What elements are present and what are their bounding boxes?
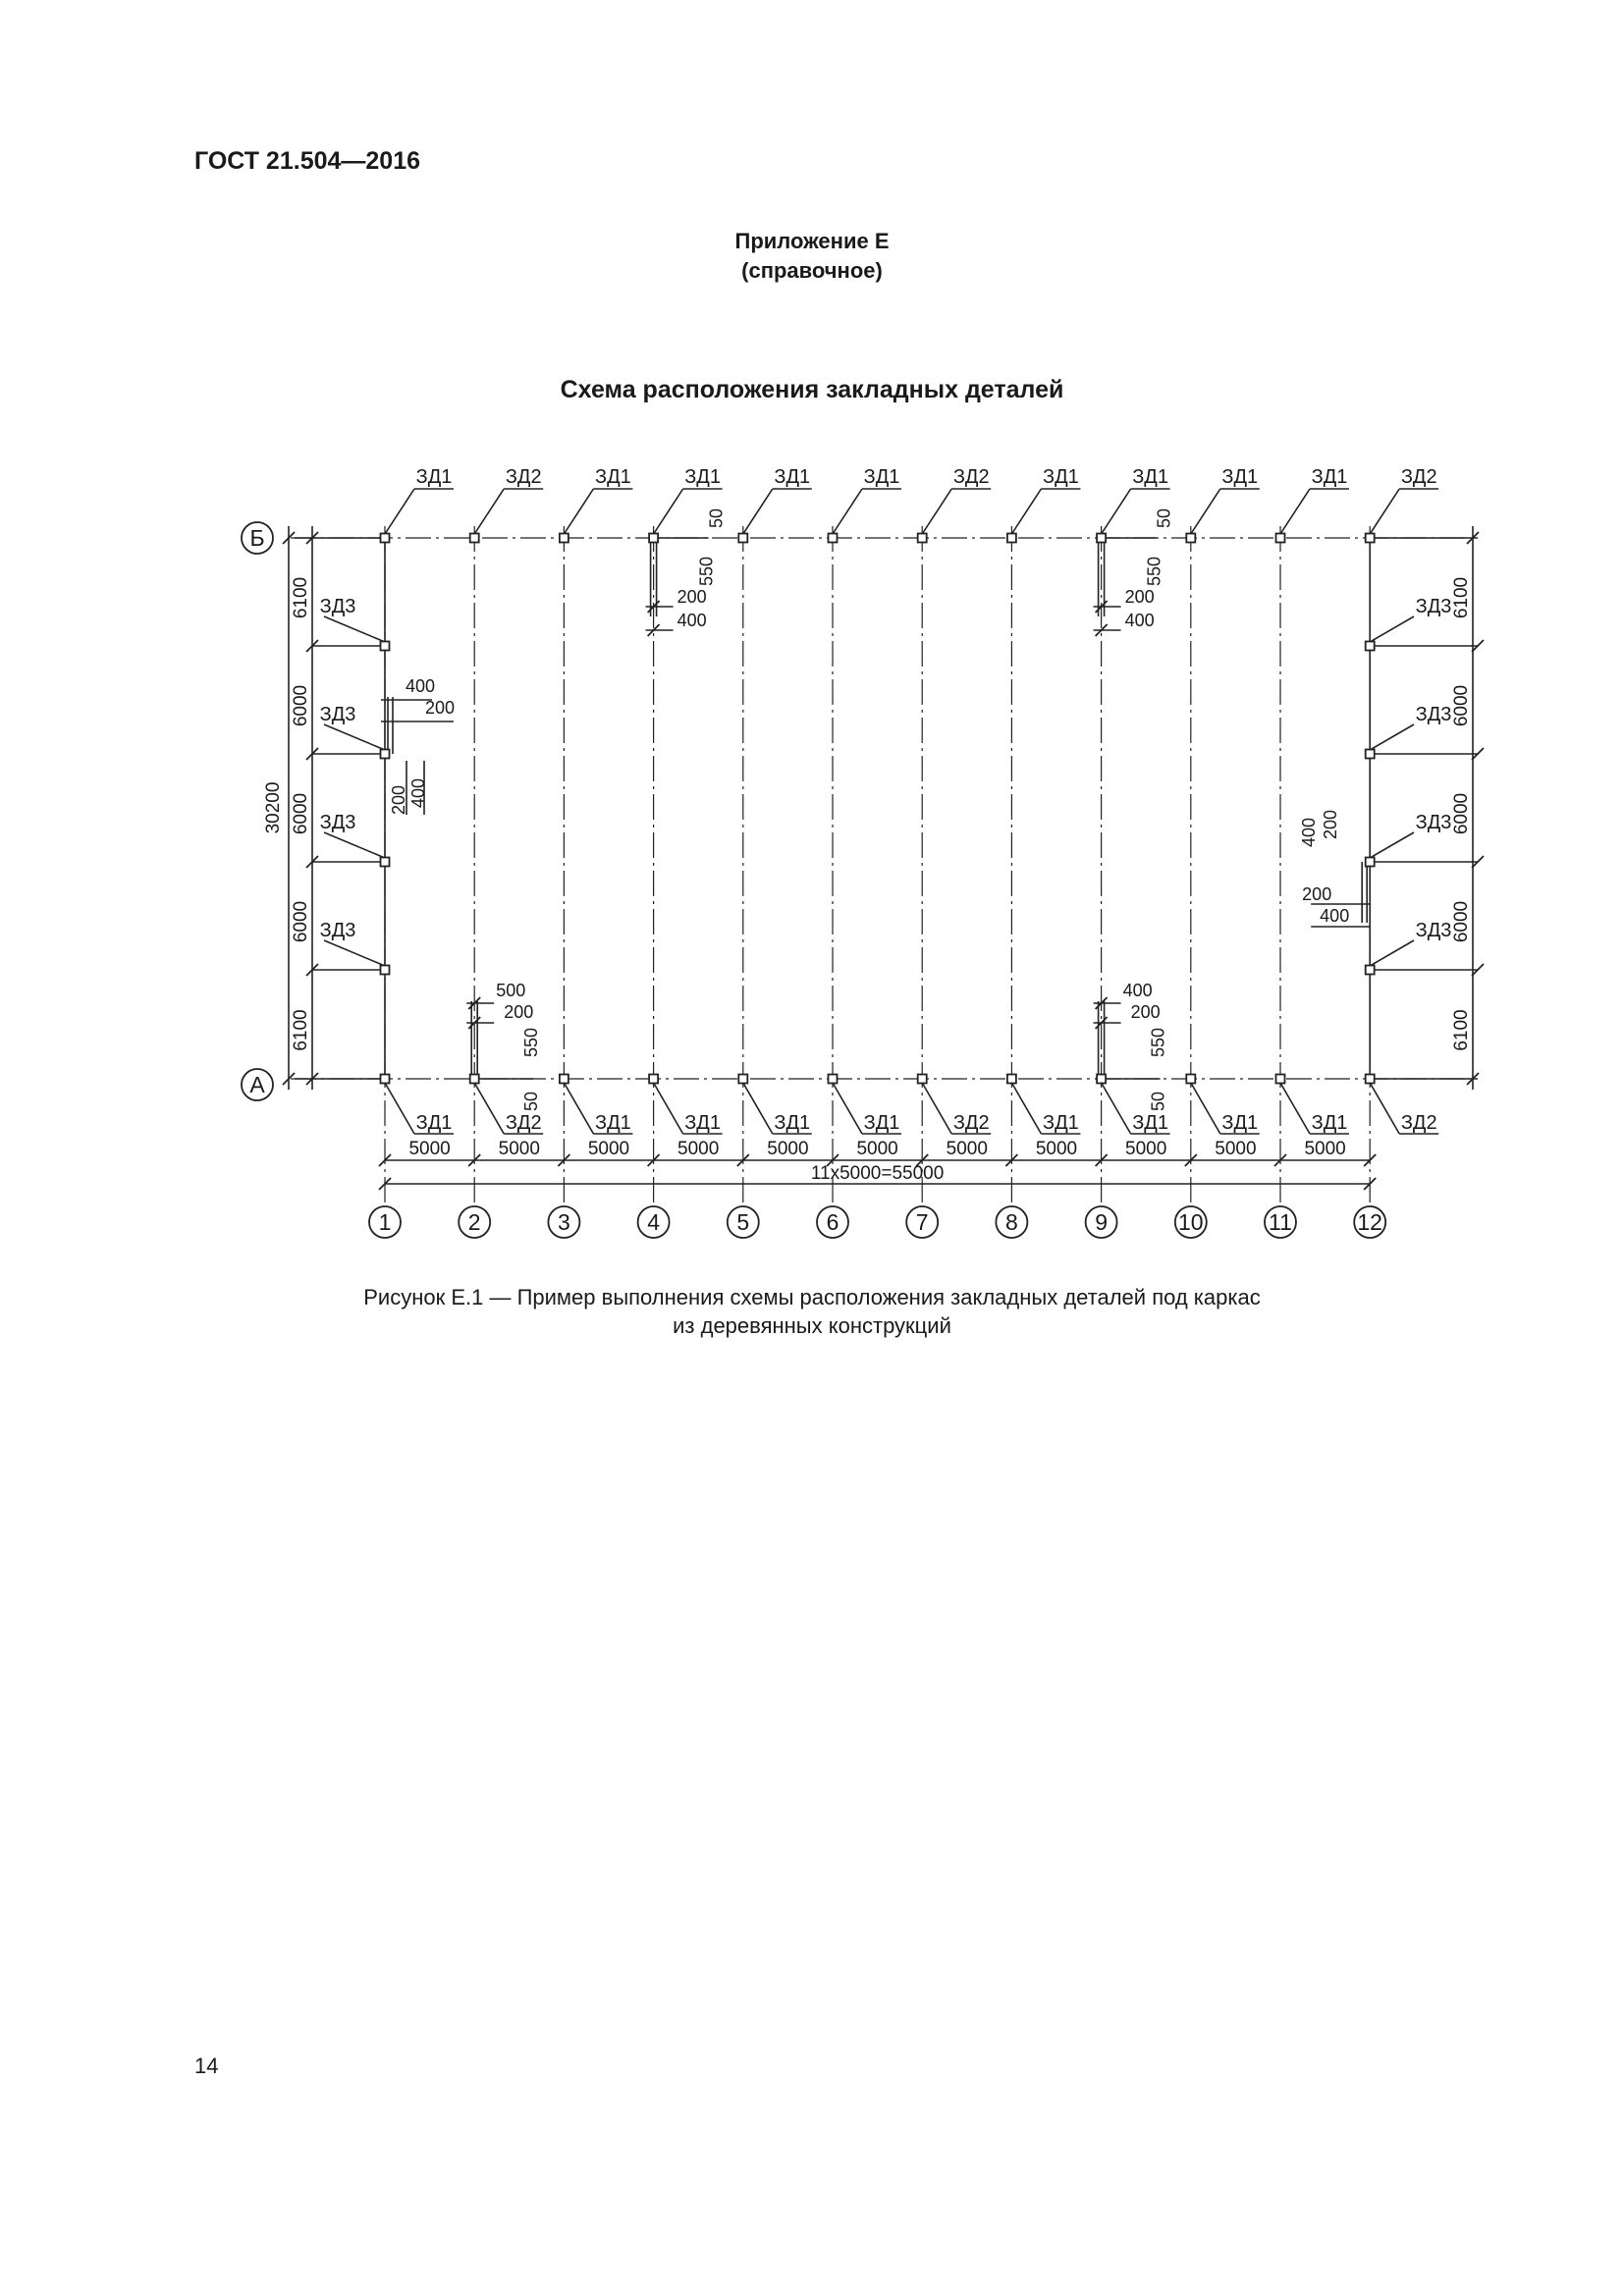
detail-dim-550: 550 [1148, 1027, 1168, 1058]
detail-dim-200-vertical: 200 [389, 784, 408, 816]
right-row-dim-2: 6000 [1451, 684, 1472, 727]
leader-line [385, 489, 414, 534]
detail-dim-50: 50 [1148, 1091, 1168, 1112]
detail-dim-400: 400 [677, 611, 707, 630]
embedded-plate-top-8 [1007, 534, 1016, 543]
embedded-plate-left-3 [381, 858, 390, 867]
leader-line [1370, 724, 1414, 750]
leader-line [1011, 1083, 1041, 1134]
embedded-part-label-bottom-4: ЗД1 [684, 1112, 721, 1134]
leader-line [324, 724, 385, 750]
leader-line [654, 1083, 683, 1134]
embedded-plate-right-2 [1366, 750, 1375, 759]
embedded-plate-bottom-6 [829, 1075, 838, 1084]
bay-dim-10: 5000 [1215, 1139, 1257, 1159]
embedded-part-label-right-3: ЗД3 [1415, 812, 1452, 833]
bay-dim-11: 5000 [1304, 1139, 1346, 1159]
detail-dim-400: 400 [405, 676, 436, 696]
embedded-plate-top-9 [1097, 534, 1106, 543]
leader-line [1370, 489, 1399, 534]
embedded-plate-top-2 [470, 534, 479, 543]
detail-dim-400: 400 [1124, 611, 1155, 630]
embedded-plate-bottom-1 [381, 1075, 390, 1084]
embedded-part-label-bottom-7: ЗД2 [952, 1112, 990, 1134]
bay-dim-3: 5000 [587, 1139, 630, 1159]
leader-line [743, 1083, 773, 1134]
detail-dim-200: 200 [1124, 587, 1155, 607]
leader-line [1370, 1083, 1399, 1134]
figure-caption-line-1: Рисунок Е.1 — Пример выполнения схемы расположения закладных деталей под каркас [363, 1285, 1261, 1309]
right-row-dim-5: 6100 [1451, 1009, 1472, 1051]
embedded-plate-left-2 [381, 750, 390, 759]
embedded-part-label-top-2: ЗД2 [505, 466, 542, 488]
column-axis-bubble-3-label: 3 [558, 1209, 570, 1235]
embedded-part-label-top-4: ЗД1 [684, 466, 721, 488]
document-code: ГОСТ 21.504—2016 [194, 147, 421, 175]
left-overall-dim-text: 30200 [263, 781, 284, 834]
leader-line [1370, 616, 1414, 642]
left-row-dim-5: 6100 [291, 1009, 311, 1051]
column-axis-bubble-5-label: 5 [736, 1209, 750, 1235]
embedded-part-label-left-1: ЗД3 [319, 596, 356, 617]
leader-line [654, 489, 683, 534]
embedded-plate-top-10 [1186, 534, 1195, 543]
page-number: 14 [194, 2054, 219, 2078]
embedded-part-label-top-9: ЗД1 [1132, 466, 1168, 488]
embedded-part-label-bottom-12: ЗД2 [1400, 1112, 1437, 1134]
column-axis-bubble-6-label: 6 [826, 1209, 839, 1235]
embedded-plate-top-1 [381, 534, 390, 543]
detail-dim-200: 200 [1130, 1002, 1161, 1022]
embedded-plate-bottom-4 [649, 1075, 658, 1084]
leader-line [1280, 489, 1310, 534]
embedded-plate-left-1 [381, 642, 390, 651]
detail-dim-200-vertical: 200 [1321, 809, 1341, 840]
figure-title: Схема расположения закладных деталей [560, 376, 1064, 403]
embedded-plate-left-4 [381, 966, 390, 975]
embedded-plate-bottom-12 [1366, 1075, 1375, 1084]
embedded-part-label-top-6: ЗД1 [863, 466, 900, 488]
column-axis-bubble-12-label: 12 [1357, 1209, 1382, 1235]
column-axis-bubble-4-label: 4 [647, 1209, 660, 1235]
embedded-part-label-top-10: ЗД1 [1221, 466, 1259, 488]
embedded-part-label-bottom-9: ЗД1 [1132, 1112, 1168, 1134]
right-row-dim-1: 6100 [1451, 576, 1472, 619]
column-axis-bubble-8-label: 8 [1005, 1209, 1018, 1235]
detail-dim-200: 200 [677, 587, 707, 607]
left-row-dim-3: 6000 [291, 792, 311, 835]
bay-dim-6: 5000 [856, 1139, 898, 1159]
leader-line [1102, 1083, 1131, 1134]
column-axis-bubble-9-label: 9 [1095, 1209, 1108, 1235]
detail-dim-50: 50 [521, 1091, 542, 1112]
bay-dim-2: 5000 [498, 1139, 540, 1159]
embedded-part-label-right-1: ЗД3 [1415, 596, 1452, 617]
leader-line [324, 940, 385, 966]
overall-dim-text: 11x5000=55000 [810, 1163, 945, 1184]
leader-line [324, 832, 385, 858]
embedded-plate-bottom-9 [1097, 1075, 1106, 1084]
leader-line [1011, 489, 1041, 534]
leader-line [564, 489, 593, 534]
leader-line [833, 489, 862, 534]
embedded-part-label-left-3: ЗД3 [319, 812, 356, 833]
embedded-part-label-bottom-8: ЗД1 [1043, 1112, 1079, 1134]
embedded-part-label-top-12: ЗД2 [1400, 466, 1437, 488]
embedded-part-label-left-4: ЗД3 [319, 920, 356, 941]
appendix-title: Приложение Е [734, 229, 890, 253]
figure-caption-line-2: из деревянных конструкций [673, 1313, 951, 1338]
left-row-dim-1: 6100 [291, 576, 311, 619]
embedded-part-label-top-3: ЗД1 [595, 466, 631, 488]
detail-dim-550: 550 [696, 556, 717, 587]
embedded-part-label-top-7: ЗД2 [952, 466, 990, 488]
bay-dim-1: 5000 [408, 1139, 451, 1159]
embedded-plate-bottom-11 [1276, 1075, 1285, 1084]
leader-line [564, 1083, 593, 1134]
leader-line [833, 1083, 862, 1134]
embedded-plate-top-5 [738, 534, 747, 543]
embedded-plate-right-3 [1366, 858, 1375, 867]
row-axis-bubble-A-label: А [249, 1072, 265, 1097]
column-axis-bubble-7-label: 7 [915, 1209, 929, 1235]
leader-line [1370, 940, 1414, 966]
embedded-plate-top-12 [1366, 534, 1375, 543]
detail-dim-top: 400 [1122, 981, 1153, 1000]
left-row-dim-4: 6000 [291, 900, 311, 943]
embedded-plate-bottom-5 [738, 1075, 747, 1084]
embedded-part-label-bottom-6: ЗД1 [863, 1112, 900, 1134]
detail-dim-550: 550 [521, 1027, 542, 1058]
embedded-part-label-right-2: ЗД3 [1415, 704, 1452, 725]
bay-dim-4: 5000 [677, 1139, 720, 1159]
embedded-part-label-bottom-5: ЗД1 [774, 1112, 811, 1134]
right-row-dim-4: 6000 [1451, 900, 1472, 943]
embedded-part-label-top-1: ЗД1 [415, 466, 453, 488]
detail-dim-50: 50 [706, 507, 727, 529]
detail-dim-400-vertical: 400 [408, 777, 428, 809]
left-row-dim-2: 6000 [291, 684, 311, 727]
detail-dim-400-vertical: 400 [1299, 817, 1320, 848]
embedded-part-label-left-2: ЗД3 [319, 704, 356, 725]
embedded-part-label-bottom-3: ЗД1 [595, 1112, 631, 1134]
embedded-plate-right-4 [1366, 966, 1375, 975]
leader-line [743, 489, 773, 534]
bay-dim-5: 5000 [767, 1139, 809, 1159]
embedded-part-label-bottom-10: ЗД1 [1221, 1112, 1259, 1134]
leader-line [1370, 832, 1414, 858]
column-axis-bubble-10-label: 10 [1178, 1209, 1204, 1235]
leader-line [922, 489, 951, 534]
embedded-part-label-bottom-11: ЗД1 [1311, 1112, 1348, 1134]
column-axis-bubble-2-label: 2 [467, 1209, 481, 1235]
detail-dim-top: 500 [496, 981, 526, 1000]
appendix-subtitle: (справочное) [741, 258, 883, 283]
detail-dim-200: 200 [424, 698, 456, 718]
leader-line [324, 616, 385, 642]
embedded-plate-bottom-7 [918, 1075, 927, 1084]
embedded-part-label-top-11: ЗД1 [1311, 466, 1348, 488]
embedded-plate-top-7 [918, 534, 927, 543]
detail-dim-50: 50 [1154, 507, 1174, 529]
leader-line [385, 1083, 414, 1134]
leader-line [1191, 489, 1220, 534]
row-axis-bubble-B-label: Б [249, 525, 265, 551]
leader-line [1191, 1083, 1220, 1134]
embedded-plate-right-1 [1366, 642, 1375, 651]
detail-dim-200: 200 [1302, 884, 1332, 904]
leader-line [474, 489, 504, 534]
embedded-plate-bottom-8 [1007, 1075, 1016, 1084]
embedded-part-label-top-5: ЗД1 [774, 466, 811, 488]
leader-line [474, 1083, 504, 1134]
embedded-part-label-bottom-1: ЗД1 [415, 1112, 453, 1134]
embedded-plate-top-6 [829, 534, 838, 543]
leader-line [1280, 1083, 1310, 1134]
leader-line [922, 1083, 951, 1134]
embedded-part-label-bottom-2: ЗД2 [505, 1112, 542, 1134]
column-axis-bubble-1-label: 1 [378, 1209, 392, 1235]
bay-dim-7: 5000 [946, 1139, 988, 1159]
leader-line [1102, 489, 1131, 534]
embedded-plate-top-3 [560, 534, 568, 543]
detail-dim-200: 200 [504, 1002, 534, 1022]
bay-dim-8: 5000 [1035, 1139, 1078, 1159]
column-axis-bubble-11-label: 11 [1269, 1209, 1292, 1235]
embedded-plate-bottom-3 [560, 1075, 568, 1084]
embedded-plate-bottom-2 [470, 1075, 479, 1084]
embedded-plate-top-11 [1276, 534, 1285, 543]
embedded-part-label-top-8: ЗД1 [1043, 466, 1079, 488]
embedded-plate-bottom-10 [1186, 1075, 1195, 1084]
detail-dim-550: 550 [1144, 556, 1164, 587]
bay-dim-9: 5000 [1125, 1139, 1167, 1159]
detail-dim-400: 400 [1320, 906, 1350, 926]
right-row-dim-3: 6000 [1451, 792, 1472, 835]
embedded-plate-top-4 [649, 534, 658, 543]
embedded-part-label-right-4: ЗД3 [1415, 920, 1452, 941]
